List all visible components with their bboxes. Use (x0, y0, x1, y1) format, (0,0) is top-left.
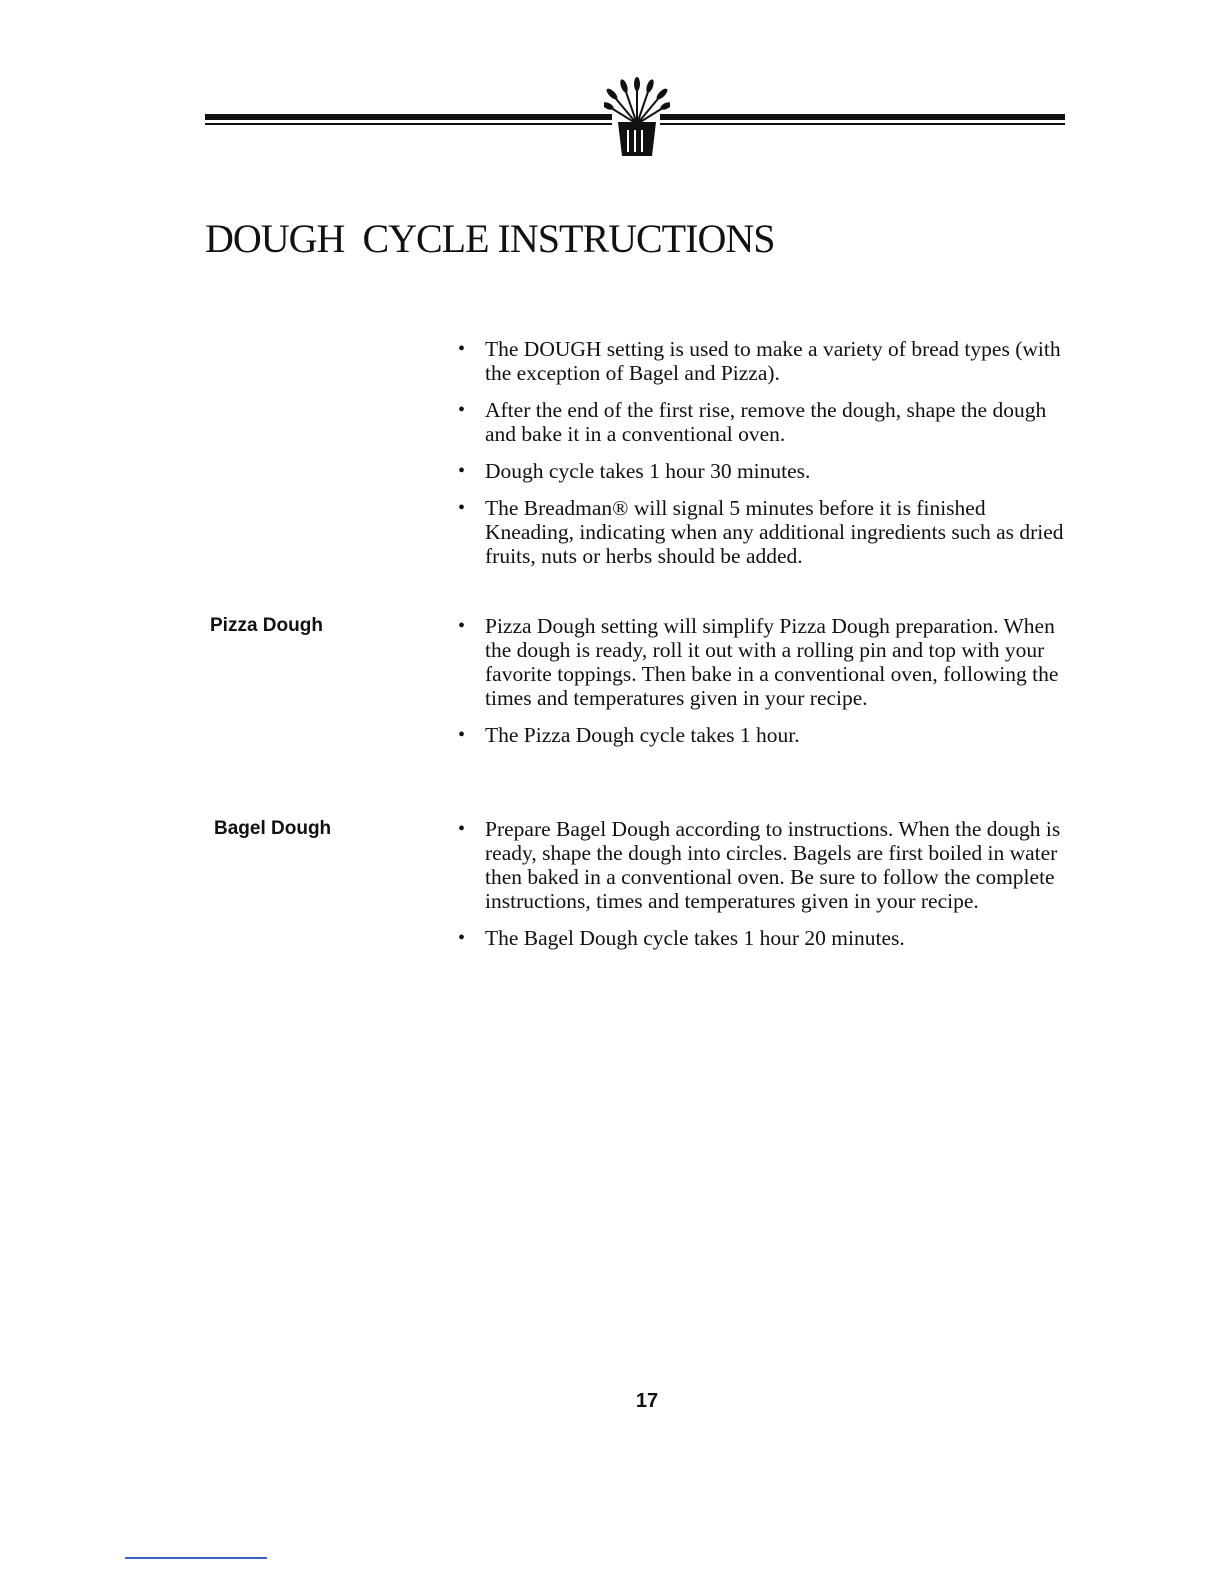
list-item: • Prepare Bagel Dough according to instructions. When the dough is ready, shape the dough into circles. Bagels are first boiled in water then baked in a conventional oven. Be sure to follow the complete instructions, times and temperatures given in your recipe. (458, 817, 1061, 913)
list-item: • The Pizza Dough cycle takes 1 hour. (458, 723, 800, 747)
general-bullet-list (458, 337, 1078, 581)
bullet-icon: • (458, 460, 466, 482)
list-item: • Dough cycle takes 1 hour 30 minutes. (458, 459, 811, 483)
footer-divider (125, 1557, 267, 1559)
bagel-bullet-list (458, 817, 1078, 963)
pizza-dough-label: Pizza Dough (210, 615, 323, 636)
bagel-dough-label: Bagel Dough (214, 818, 332, 839)
wheat-sheaf-icon (604, 76, 670, 158)
bullet-icon: • (458, 818, 466, 840)
list-item: • After the end of the first rise, remove the dough, shape the dough and bake it in a conventional oven. (458, 398, 1047, 446)
page-title (205, 215, 774, 262)
bullet-icon: • (458, 338, 466, 360)
bullet-icon: • (458, 399, 466, 421)
list-item: • The Breadman® will signal 5 minutes before it is finished Kneading, indicating when any additional ingredients such as dried fruits, nuts or herbs should be added. (458, 496, 1064, 568)
title-word-instructions: CYCLE INSTRUCTIONS (362, 216, 775, 261)
title-word-dough: DOUGH (205, 216, 345, 261)
list-item: • The DOUGH setting is used to make a variety of bread types (with the exception of Bagel and Pizza). (458, 337, 1061, 385)
bullet-icon: • (458, 927, 466, 949)
list-item: • Pizza Dough setting will simplify Pizza Dough preparation. When the dough is ready, roll it out with a rolling pin and top with your favorite toppings. Then bake in a conventional oven, following the times and temperatures given in your recipe. (458, 614, 1059, 710)
pizza-bullet-list (458, 614, 1078, 760)
page-number: 17 (635, 1390, 659, 1412)
bullet-icon: • (458, 724, 466, 746)
header-rule-left (205, 114, 612, 125)
bullet-icon: • (458, 615, 466, 637)
bullet-icon: • (458, 497, 466, 519)
list-item: • The Bagel Dough cycle takes 1 hour 20 minutes. (458, 926, 905, 950)
header-rule-right (660, 114, 1065, 125)
